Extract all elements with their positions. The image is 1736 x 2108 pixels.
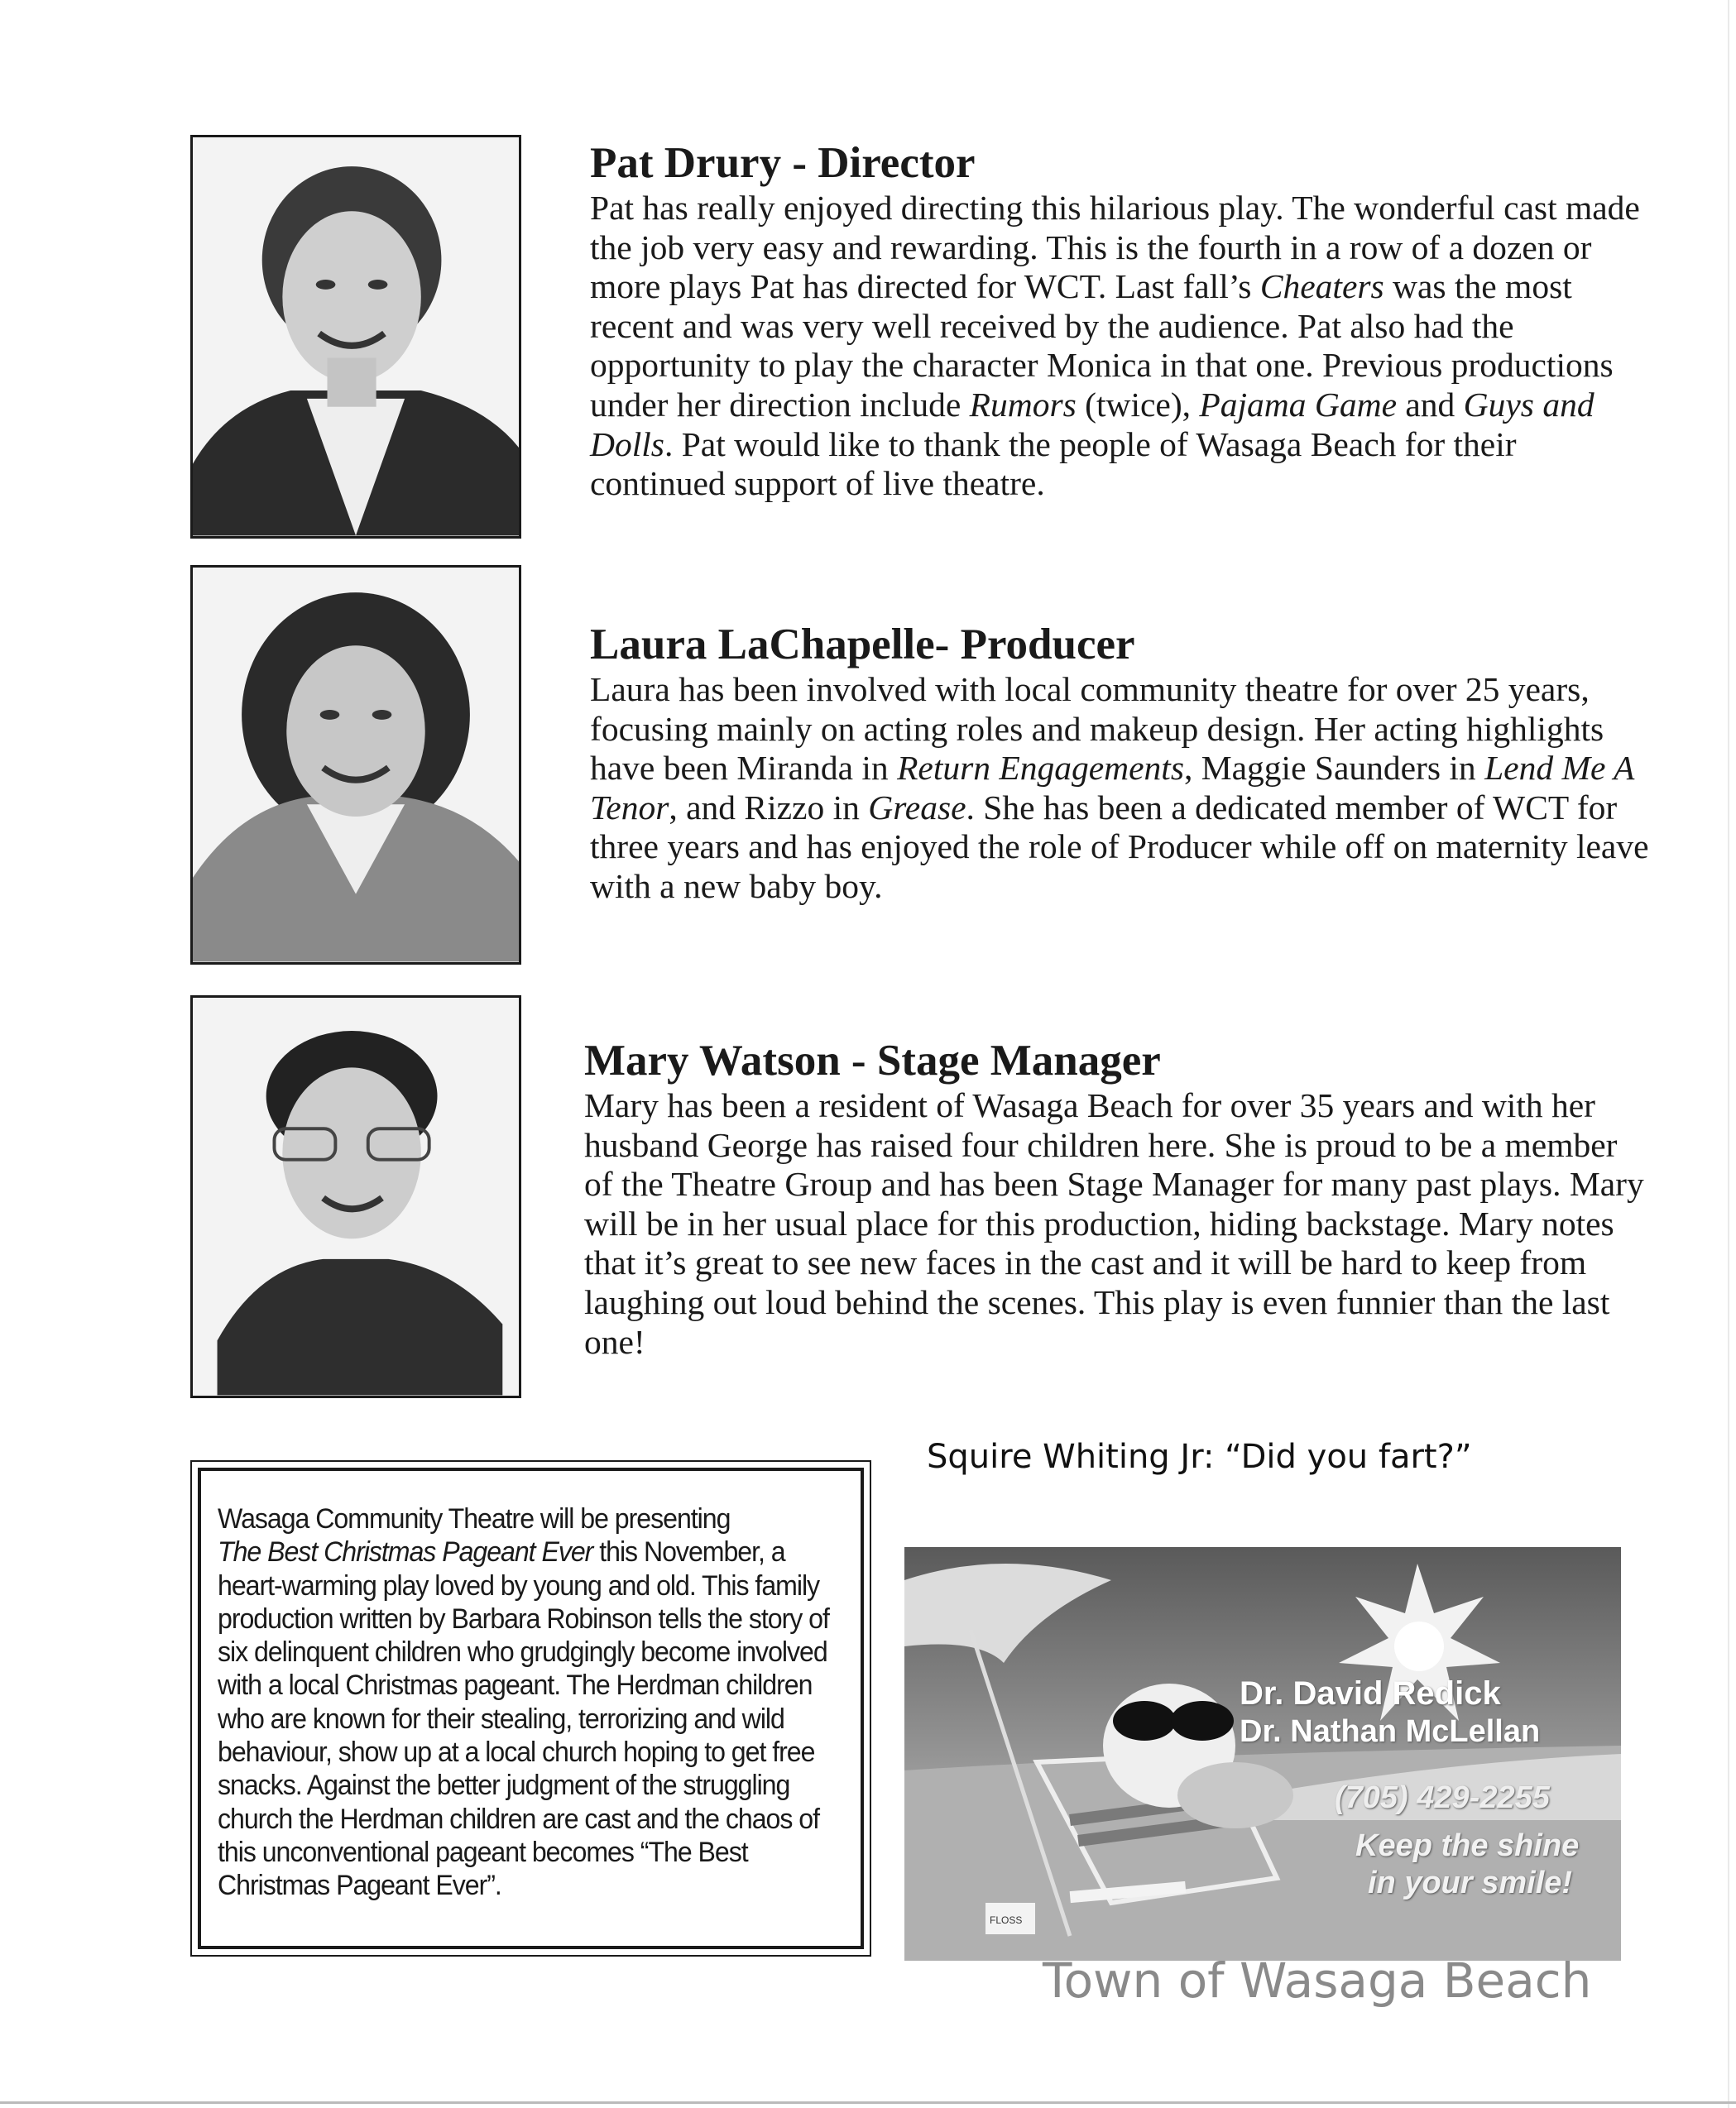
play-notice-text: Wasaga Community Theatre will be presenting The Best Christmas Pageant Ever this November, a heart-warming play loved by young and old. This family production written by Barbara Robinson tells the story of six delinquent children who grudgingly become involved with a local Christmas pageant. The Herdman children who are known for their stealing, terrorizing and wild behaviour, show up at a local church hoping to get free snacks. Against the better judgment of the struggling church the Herdman children are cast and the chaos of this unconventional pageant becomes “The Best Christmas Pageant Ever”. — [218, 1503, 829, 1902]
bio-title: Mary Watson - Stage Manager — [584, 1037, 1161, 1085]
portrait-pat-drury-image — [193, 137, 519, 536]
bio-title: Pat Drury - Director — [590, 139, 976, 187]
bio-text: Pat has really enjoyed directing this hilarious play. The wonderful cast made the job very easy and rewarding. This is the fourth in a row of a dozen or more plays Pat has directed for WCT. Last fall’s Cheaters was the most recent and was very well received by the audience. Pat also had the opportunity to play the character Monica in that one. Previous productions under her direction include Rumors (twice), Pajama Game and Guys and Dolls. Pat would like to thank the people of Wasaga Beach for their continued support of live theatre. — [590, 189, 1640, 503]
page-edge-right — [1728, 0, 1729, 2108]
ad-phone: (705) 429-2255 — [1335, 1780, 1550, 1815]
ad-slogan-1: Keep the shine — [1355, 1828, 1580, 1863]
watermark: Town of Wasaga Beach — [1043, 1952, 1592, 2009]
bio-title: Laura LaChapelle- Producer — [590, 620, 1135, 668]
bio-pat-drury — [590, 139, 1653, 504]
bio-text: Laura has been involved with local community theatre for over 25 years, focusing mainly on acting roles and makeup design. Her acting highlights have been Miranda in Return Engagements, Maggie Saunders in Lend Me A Tenor, and Rizzo in Grease. She has been a dedicated member of WCT for three years and has enjoyed the role of Producer while off on maternity leave with a new baby boy. — [590, 670, 1649, 905]
bio-mary-watson — [584, 1037, 1647, 1362]
photo-laura-lachapelle — [190, 565, 521, 965]
ad-slogan-2: in your smile! — [1368, 1866, 1573, 1900]
dental-advertisement — [904, 1547, 1621, 1961]
portrait-laura-lachapelle-image — [193, 568, 519, 962]
ad-doctor-1: Dr. David Redick — [1240, 1675, 1501, 1712]
page-edge-bottom — [0, 2101, 1736, 2104]
portrait-mary-watson-image — [193, 998, 519, 1396]
bio-laura-lachapelle — [590, 620, 1653, 907]
play-notice-box — [190, 1460, 871, 1957]
squire-quote: Squire Whiting Jr: “Did you fart?” — [927, 1438, 1472, 1476]
floss-label: FLOSS — [990, 1914, 1023, 1926]
photo-pat-drury — [190, 135, 521, 539]
photo-mary-watson — [190, 995, 521, 1398]
ad-doctor-2: Dr. Nathan McLellan — [1240, 1714, 1541, 1749]
bio-text: Mary has been a resident of Wasaga Beach for over 35 years and with her husband George has raised four children here. She is proud to be a member of the Theatre Group and has been Stage Manager for many past plays. Mary will be in her usual place for this production, hiding backstage. Mary notes that it’s great to see new faces in the cast and it will be hard to keep from laughing out loud behind the scenes. This play is even funnier than the last one! — [584, 1086, 1644, 1361]
play-notice-inner — [198, 1468, 864, 1949]
